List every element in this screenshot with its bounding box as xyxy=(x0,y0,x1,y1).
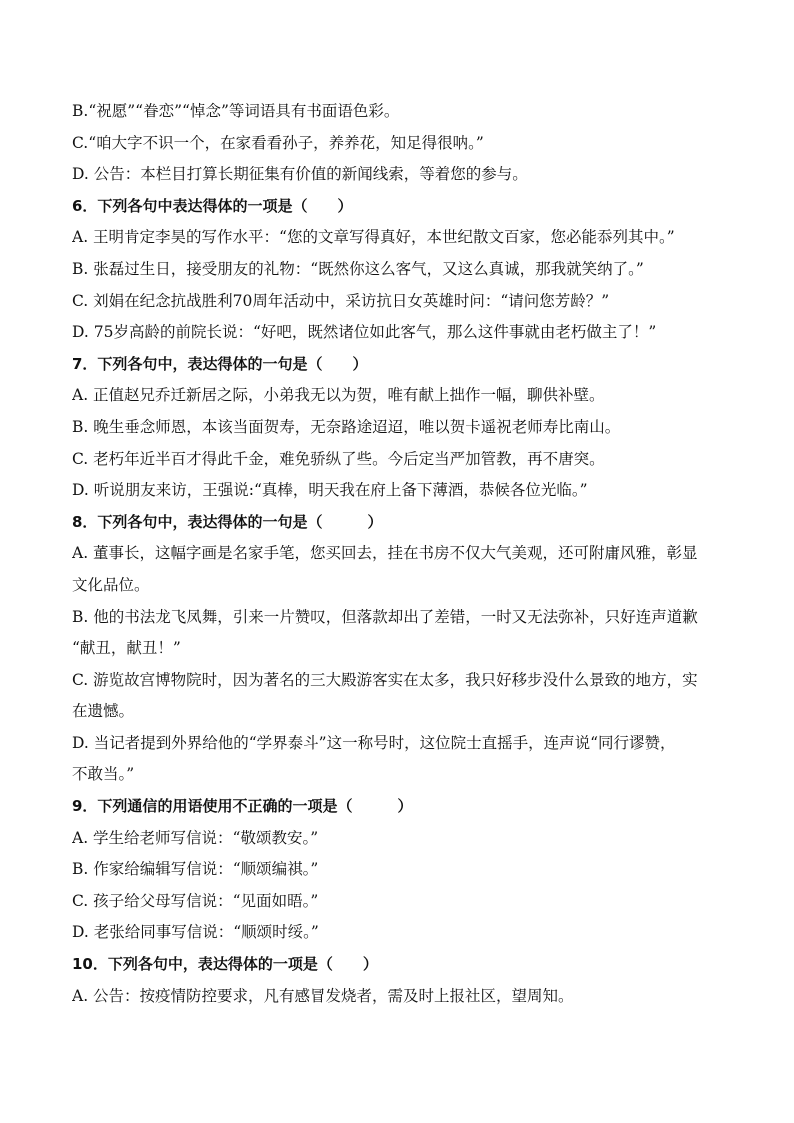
option-line: A. 学生给老师写信说：“敬颂教安。” xyxy=(72,828,319,847)
question-text-block xyxy=(72,96,722,1012)
option-line: C. 老朽年近半百才得此千金，难免骄纵了些。今后定当严加管教，再不唐突。 xyxy=(72,449,605,468)
option-line: A. 公告：按疫情防控要求，凡有感冒发烧者，需及时上报社区，望周知。 xyxy=(72,986,574,1005)
option-line: D. 公告：本栏目打算长期征集有价值的新闻线索，等着您的参与。 xyxy=(72,165,528,184)
option-continuation: 在遗憾。 xyxy=(72,702,135,721)
option-continuation: 不敢当。” xyxy=(72,765,135,784)
option-continuation: 文化品位。 xyxy=(72,575,150,594)
question-heading: 6．下列各句中表达得体的一项是（ ） xyxy=(72,196,353,215)
option-continuation: “献丑，献丑！” xyxy=(72,639,181,658)
option-line: A. 王明肯定李昊的写作水平：“您的文章写得真好，本世纪散文百家，您必能忝列其中。” xyxy=(72,228,675,247)
option-line: B. 他的书法龙飞凤舞，引来一片赞叹，但落款却出了差错，一时又无法弥补，只好连声道歉 xyxy=(72,607,698,626)
option-line: B. 作家给编辑写信说：“顺颂编祺。” xyxy=(72,860,319,879)
option-line: B. 晚生垂念师恩，本该当面贺寿，无奈路途迢迢，唯以贺卡遥祝老师寿比南山。 xyxy=(72,417,621,436)
option-line: C. 刘娟在纪念抗战胜利70周年活动中，采访抗日女英雄时问：“请问您芳龄？” xyxy=(72,291,610,310)
option-line: D. 老张给同事写信说：“顺颂时绥。” xyxy=(72,923,319,942)
option-line: A. 正值赵兄乔迁新居之际，小弟我无以为贺，唯有献上拙作一幅，聊供补壁。 xyxy=(72,386,605,405)
option-line: D. 75岁高龄的前院长说：“好吧，既然诸位如此客气，那么这件事就由老朽做主了！” xyxy=(72,323,657,342)
option-line: D. 当记者提到外界给他的“学界泰斗”这一称号时，这位院士直摇手，连声说“同行谬赞， xyxy=(72,733,676,752)
option-line: D. 听说朋友来访，王强说:“真棒，明天我在府上备下薄酒，恭候各位光临。” xyxy=(72,481,588,500)
option-line: A. 董事长，这幅字画是名家手笔，您买回去，挂在书房不仅大气美观，还可附庸风雅，彰显 xyxy=(72,544,698,563)
question-heading: 9．下列通信的用语使用不正确的一项是（ ） xyxy=(72,797,413,816)
question-heading: 10．下列各句中，表达得体的一项是（ ） xyxy=(72,955,378,974)
option-line: B.“祝愿”“眷恋”“悼念”等词语具有书面语色彩。 xyxy=(72,102,400,120)
option-line: B. 张磊过生日，接受朋友的礼物：“既然你这么客气，又这么真诚，那我就笑纳了。” xyxy=(72,259,644,278)
option-line: C. 孩子给父母写信说：“见面如晤。” xyxy=(72,891,319,910)
option-line: C.“咱大字不识一个，在家看看孙子，养养花，知足得很呐。” xyxy=(72,133,484,152)
question-heading: 7．下列各句中，表达得体的一句是（ ） xyxy=(72,354,368,373)
question-heading: 8．下列各句中，表达得体的一句是（ ） xyxy=(72,512,383,531)
option-line: C. 游览故宫博物院时，因为著名的三大殿游客实在太多，我只好移步没什么景致的地方，实 xyxy=(72,670,698,689)
